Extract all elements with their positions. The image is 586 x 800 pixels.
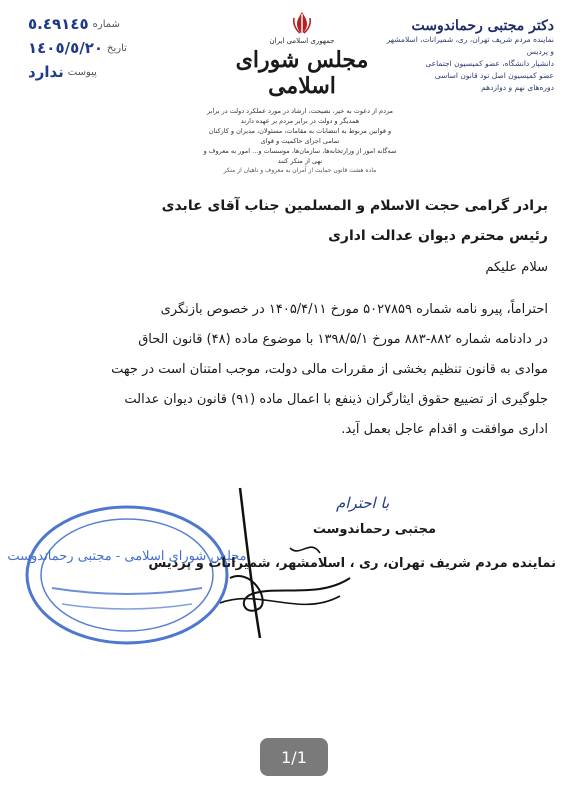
greeting-line-2: رئیس محترم دیوان عدالت اداری: [328, 228, 548, 244]
attachment-label: پیوست: [67, 66, 97, 78]
motto-line: و قوانین مربوط به انتصابات به مقامات، مسئولان، مدیران و کارکنان تمامی اجزای حاکمیت و قوای: [208, 127, 392, 145]
signature-role: نماینده مردم شریف تهران، ری ، اسلامشهر، شمیرانات و پردیس: [148, 556, 556, 571]
sender-line: عضو کمیسیون اصل نود قانون اساسی: [434, 71, 554, 80]
signature-block: [313, 522, 436, 537]
paragraph-line: جلوگیری از تضییع حقوق ایثارگران ذینفع با اعمال ماده (۹۱) قانون دیوان عدالت: [124, 392, 548, 407]
signature-name: مجتبی رحماندوست: [312, 522, 436, 537]
republic-line: جمهوری اسلامی ایران: [269, 37, 335, 45]
date-label: تاریخ: [107, 42, 127, 54]
attachment-row: [28, 60, 138, 84]
body-paragraph: [40, 295, 548, 445]
motto-line: سه‌گانه امور از وزارتخانه‌ها، سازمان‌ها، موسسات و... امور به معروف و نهی از منکر کنند: [203, 147, 397, 165]
page-indicator[interactable]: 1/1: [260, 738, 328, 776]
letter-meta: [28, 12, 138, 84]
motto-block: [200, 106, 400, 176]
motto-caption: ماده هشت قانون حمایت از آمران به معروف و ناهیان از منکر: [223, 167, 377, 174]
paragraph-line: احتراماً، پیرو نامه شماره ۵۰۲۷۸۵۹ مورخ ۱۴۰۵/۴/۱۱ در خصوص بازنگری: [160, 302, 548, 317]
sender-line: دوره‌های نهم و دوازدهم: [481, 83, 554, 92]
sender-block: [384, 18, 554, 94]
number-value: ٥.٤٩١٤٥: [28, 15, 89, 33]
letter-body: [40, 198, 548, 445]
parliament-logo: [232, 6, 372, 99]
salutation: سلام علیکم: [485, 260, 548, 275]
stamp-text: مجلس شورای اسلامی - مجتبی رحماندوست: [7, 549, 247, 564]
number-row: [28, 12, 138, 36]
iran-emblem-icon: [289, 10, 315, 36]
sender-line: نماینده مردم شریف تهران، ری، شمیرانات، اسلامشهر و پردیس: [386, 35, 554, 56]
number-label: شماره: [92, 18, 120, 30]
motto-line: مردم از دعوت به خیر، نصیحت، ارشاد در مورد عملکرد دولت در برابر همدیگر و دولت در برابر مردم بر عهده دارند: [206, 107, 394, 125]
sender-line: دانشیار دانشگاه، عضو کمیسیون اجتماعی: [425, 59, 554, 68]
attachment-value: ندارد: [28, 63, 64, 81]
handwritten-note-text: با احترام: [336, 494, 390, 512]
date-value: ١٤٠٥/٥/٢٠: [28, 39, 104, 57]
logo-text: مجلس شورای اسلامی: [235, 47, 369, 99]
paragraph-line: موادی به قانون تنظیم بخشی از مقررات مالی دولت، موجب امتنان است در جهت: [111, 362, 548, 377]
date-row: [28, 36, 138, 60]
paragraph-line: اداری موافقت و اقدام عاجل بعمل آید.: [341, 422, 548, 437]
sender-name: دکتر مجتبی رحماندوست: [411, 18, 554, 34]
paragraph-line: در دادنامه شماره ۸۸۲-۸۸۳ مورخ ۱۳۹۸/۵/۱ با موضوع ماده (۴۸) قانون الحاق: [138, 332, 548, 347]
greeting-line-1: برادر گرامی حجت الاسلام و المسلمین جناب آقای عابدی: [161, 198, 548, 214]
